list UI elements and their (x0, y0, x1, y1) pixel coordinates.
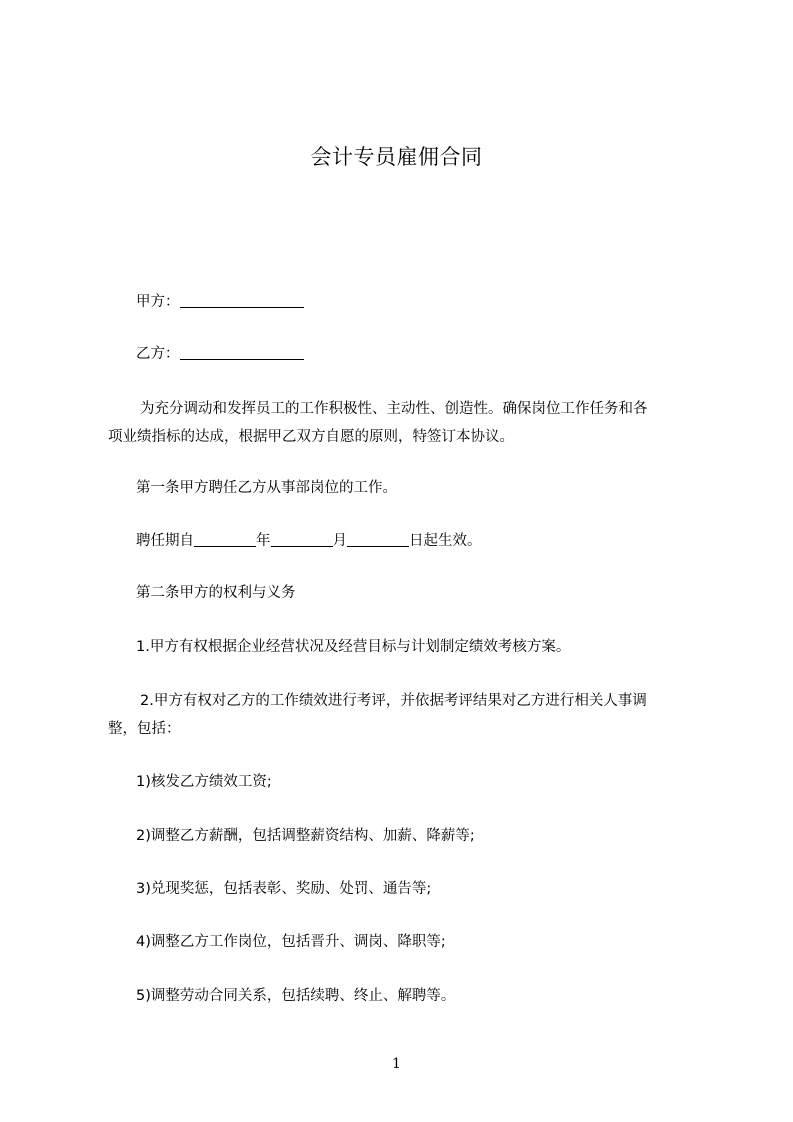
item-2-line-2: 整，包括： (108, 721, 181, 737)
intro-line-2: 项业绩指标的达成，根据甲乙双方自愿的原则，特签订本协议。 (108, 429, 514, 445)
sub-item-2: 2)调整乙方薪酬，包括调整薪资结构、加薪、降薪等; (136, 828, 475, 844)
sub-item-5: 5)调整劳动合同关系，包括续聘、终止、解聘等。 (136, 988, 456, 1004)
item-2-line-1: 2.甲方有权对乙方的工作绩效进行考评，并依据考评结果对乙方进行相关人事调 (140, 693, 647, 709)
party-b-label: 乙方： (136, 346, 180, 362)
party-b-blank (180, 343, 304, 360)
term-year-label: 年 (256, 533, 271, 549)
sub-item-3: 3)兑现奖惩，包括表彰、奖励、处罚、通告等; (136, 881, 432, 897)
party-a-label: 甲方： (136, 294, 180, 310)
article-1: 第一条甲方聘任乙方从事部岗位的工作。 (136, 480, 397, 496)
party-a-blank (180, 291, 304, 308)
article-2: 第二条甲方的权利与义务 (136, 585, 296, 601)
term-prefix: 聘任期自 (136, 533, 194, 549)
sub-item-1: 1)核发乙方绩效工资; (136, 774, 272, 790)
term-line (136, 527, 482, 555)
party-b-line (136, 340, 304, 368)
document-title: 会计专员雇佣合同 (310, 145, 483, 169)
intro-paragraph (108, 395, 726, 451)
term-month-blank (271, 530, 333, 547)
term-month-label: 月 (332, 533, 347, 549)
term-suffix: 日起生效。 (409, 533, 482, 549)
term-year-blank (194, 530, 256, 547)
party-a-line (136, 288, 304, 316)
intro-line-1: 为充分调动和发挥员工的工作积极性、主动性、创造性。确保岗位工作任务和各 (140, 401, 648, 417)
item-1: 1.甲方有权根据企业经营状况及经营目标与计划制定绩效考核方案。 (136, 639, 571, 655)
page-number: 1 (392, 1056, 401, 1072)
item-2-paragraph (108, 687, 726, 743)
term-day-blank (347, 530, 409, 547)
sub-item-4: 4)调整乙方工作岗位，包括晋升、调岗、降职等; (136, 934, 446, 950)
